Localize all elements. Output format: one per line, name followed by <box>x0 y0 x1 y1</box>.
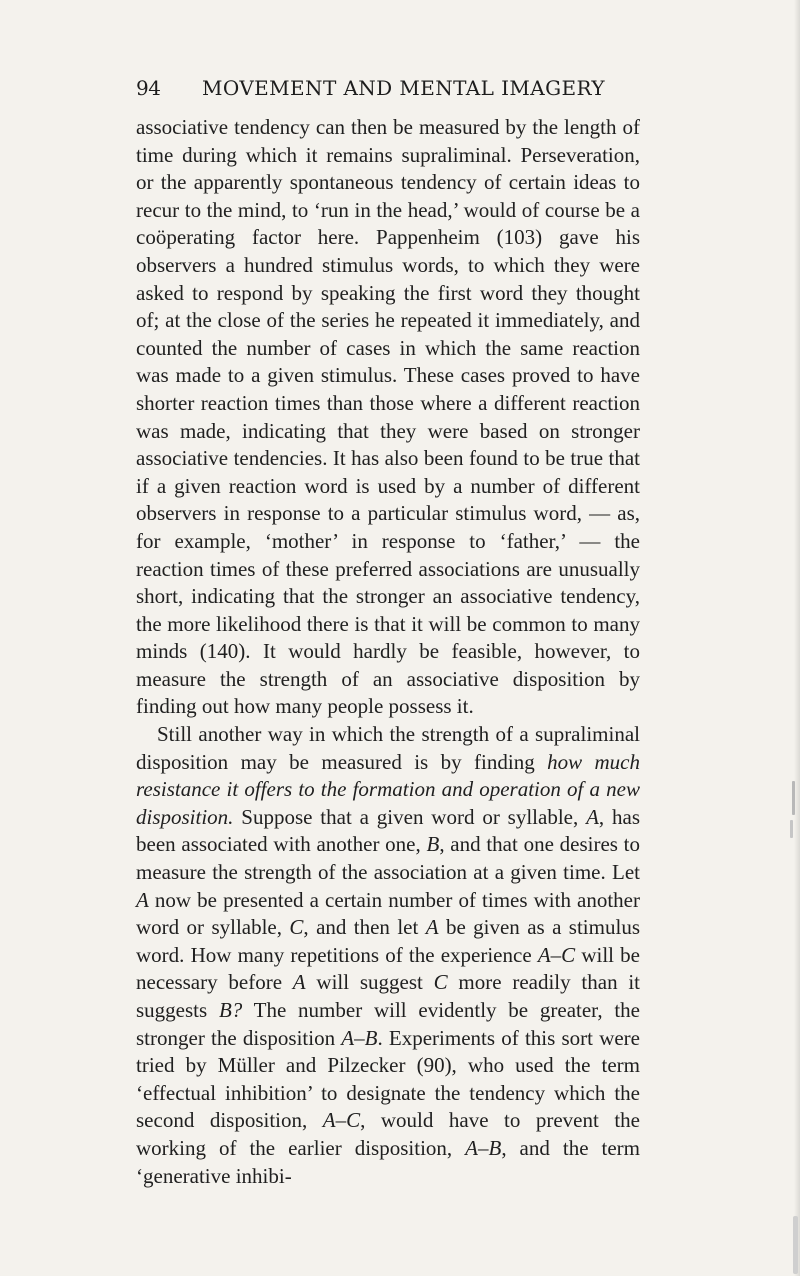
text-run: . Experiments of this sort were tried by Müller and Pilzecker (90), who used the term ‘effectual inhibition’ to designate the tendency which the second disposition, <box>136 1025 640 1133</box>
text-run: , would have to prevent the working of the earlier disposition, <box>136 1108 640 1160</box>
text-run: be given as a stimulus word. How many repetitions of the experience <box>136 915 640 967</box>
text-run: now be presented a certain number of times with another word or syllable, <box>136 887 640 940</box>
text-run: , has been associated with another one, <box>136 804 640 857</box>
text-run: , and the term ‘generative inhibi- <box>136 1135 640 1188</box>
page-number: 94 <box>136 76 161 100</box>
text-run: will be necessary before <box>136 942 640 995</box>
text-run: The number will evidently be greater, the stronger the disposition <box>136 998 640 1050</box>
scan-mark <box>792 781 795 815</box>
symbol-c: C <box>433 970 448 995</box>
text-run: will suggest <box>305 970 434 995</box>
symbol-b-question: B? <box>218 998 243 1022</box>
symbol-a: A <box>425 915 439 940</box>
text-run: Suppose that a given word or syllable, <box>233 804 587 829</box>
symbol-b: B <box>426 832 440 857</box>
emphasis-phrase: how much resistance it offers to the formation and operation of a new disposition. <box>136 749 640 829</box>
paragraph-1-text: associative tendency can then be measured by the length of time during which it remains supraliminal. Perseveration, or the apparently spontaneous tendency of certain ideas to recur to the mind, to ‘run in the head,’ would of course be a coöperating factor here. Pappenheim (103) gave his observers a hundred stimulus words, to which they were asked to respond by speaking the first word they thought of; at the close of the series he repeated it immediately, and counted the number of cases in which the same reaction was made to a given stimulus. These cases proved to have shorter reaction times than those where a different reaction was made, indicating that they were based on stronger associative tendencies. It has also been found to be true that if a given reaction word is used by a number of different observers in response to a particular stimulus word, — as, for example, ‘mother’ in response to ‘father,’ — the reaction times of these preferred associations are unusually short, indicating that the stronger an associative tendency, the more likelihood there is that it will be common to many minds (140). It would hardly be feasible, however, to measure the strength of an associative disposition by finding out how many people possess it. <box>136 115 640 719</box>
text-run: Still another way in which the strength of a supraliminal disposition may be measured is by finding <box>136 722 640 774</box>
paragraph-strength-measure <box>136 721 640 1190</box>
symbol-a: A <box>586 804 599 829</box>
page-header <box>136 76 640 106</box>
page-edge-shadow <box>794 0 800 1276</box>
running-head: MOVEMENT AND MENTAL IMAGERY <box>202 76 605 100</box>
symbol-a: A <box>292 970 306 995</box>
symbol-c: C <box>289 915 304 940</box>
symbol-a-c: A–C <box>322 1108 361 1133</box>
text-run: , and then let <box>303 915 426 940</box>
body-text <box>136 114 640 1190</box>
text-run: , and that one desires to measure the strength of the association at a given time. Let <box>136 832 640 885</box>
paragraph-continuation <box>136 114 640 721</box>
symbol-a-b: A–B <box>341 1025 378 1050</box>
scan-mark <box>793 1216 798 1274</box>
scan-mark <box>790 820 793 838</box>
text-run: more readily than it suggests <box>136 970 641 1022</box>
symbol-a: A <box>136 887 149 912</box>
symbol-a-c: A–C <box>537 942 576 967</box>
symbol-a-b: A–B <box>465 1135 502 1160</box>
